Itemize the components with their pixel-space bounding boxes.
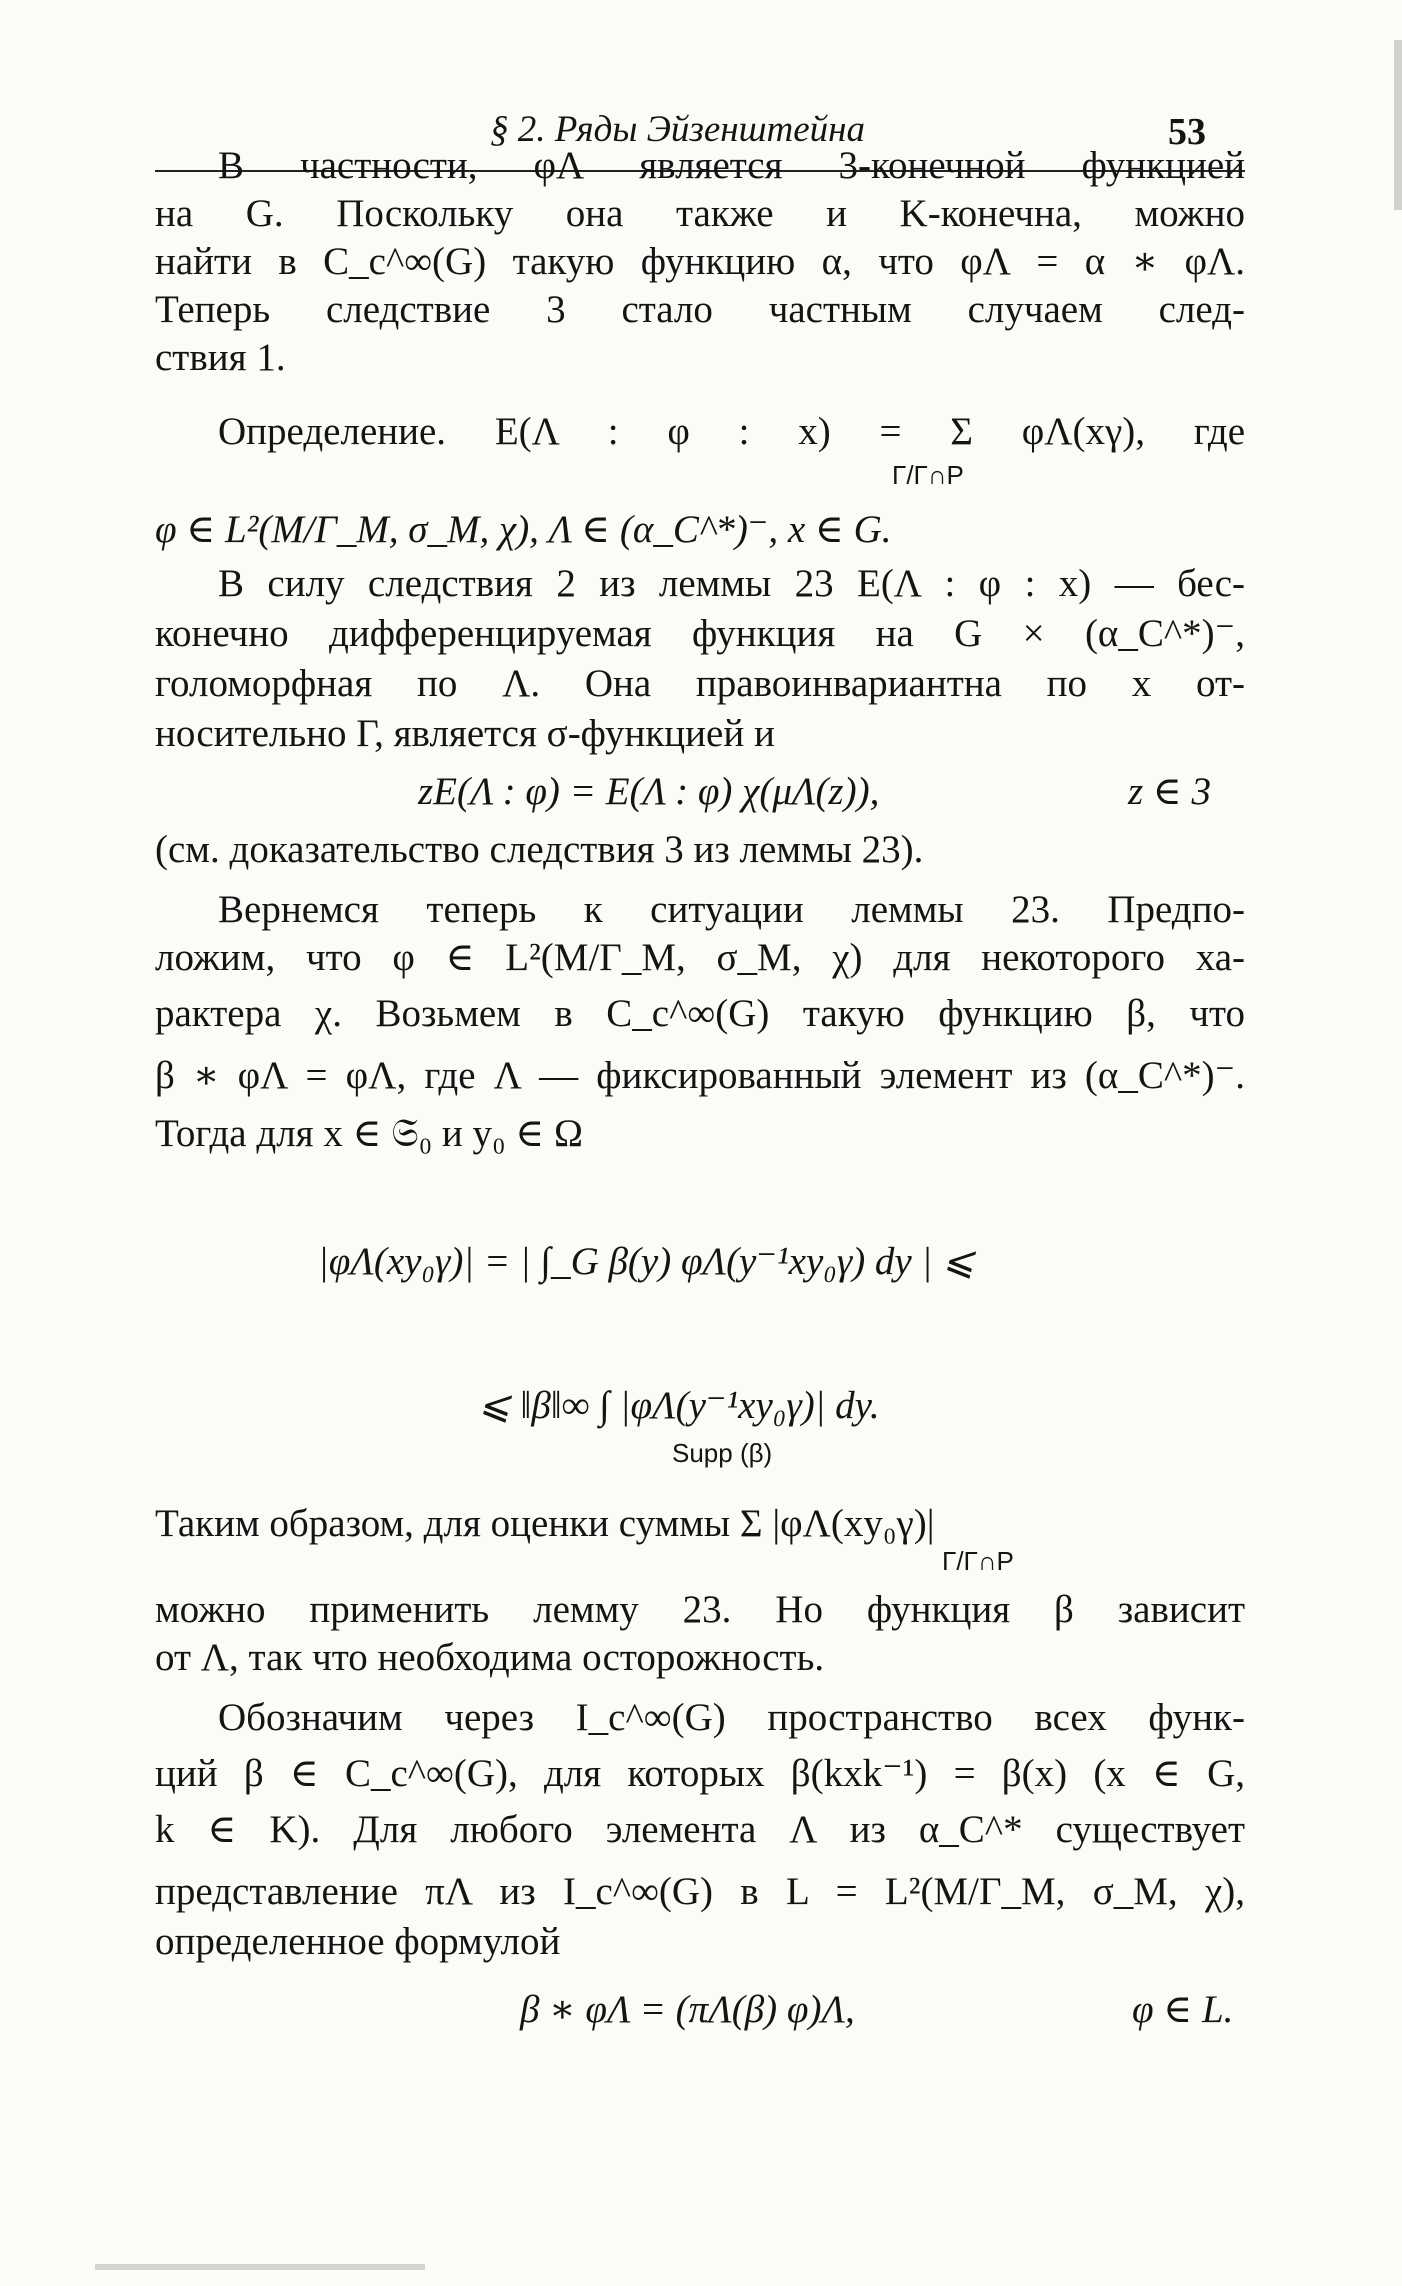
text-line: k ∈ K). Для любого элемента Λ из α_C^* существует — [155, 1808, 1245, 1851]
scan-edge-artifact — [1394, 40, 1402, 210]
text-line: В частности, φΛ является 3-конечной функцией — [218, 144, 1245, 187]
text-line: В силу следствия 2 из леммы 23 E(Λ : φ : x) — бес- — [218, 562, 1245, 605]
scan-edge-artifact — [95, 2264, 425, 2270]
definition-line: φ ∈ L²(M/Γ_M, σ_M, χ), Λ ∈ (α_C^*)⁻, x ∈ G. — [155, 508, 892, 551]
sum-subscript: Γ/Γ∩P — [942, 1546, 1014, 1576]
text-line: ствия 1. — [155, 336, 286, 379]
text-line: найти в C_c^∞(G) такую функцию α, что φΛ = α ∗ φΛ. — [155, 240, 1245, 283]
text-line: ложим, что φ ∈ L²(M/Γ_M, σ_M, χ) для некоторого ха- — [155, 936, 1245, 979]
text-line: ций β ∈ C_c^∞(G), для которых β(kxk⁻¹) = β(x) (x ∈ G, — [155, 1752, 1245, 1795]
text-line: (см. доказательство следствия 3 из леммы 23). — [155, 828, 924, 871]
equation: β ∗ φΛ = (πΛ(β) φ)Λ, — [520, 1988, 855, 2031]
text-line: Таким образом, для оценки суммы Σ |φΛ(xy₀γ)| — [155, 1502, 935, 1545]
page-number: 53 — [1168, 111, 1206, 153]
definition-line: Определение. E(Λ : φ : x) = Σ φΛ(xγ), где — [218, 410, 1245, 453]
equation-condition: φ ∈ L. — [1132, 1988, 1234, 2031]
text-line: Обозначим через I_c^∞(G) пространство всех функ- — [218, 1696, 1245, 1739]
equation-condition: z ∈ 3 — [1128, 770, 1212, 813]
equation: |φΛ(xy₀γ)| = | ∫_G β(y) φΛ(y⁻¹xy₀γ) dy | ⩽ — [318, 1240, 975, 1283]
equation: zE(Λ : φ) = E(Λ : φ) χ(μΛ(z)), — [418, 770, 880, 813]
text-line: представление πΛ из I_c^∞(G) в L = L²(M/Γ_M, σ_M, χ), — [155, 1870, 1245, 1913]
integral-subscript: Supp (β) — [672, 1438, 773, 1468]
text-line: от Λ, так что необходима осторожность. — [155, 1636, 825, 1679]
text-line: определенное формулой — [155, 1920, 561, 1963]
text-line: Тогда для x ∈ 𝔖₀ и y₀ ∈ Ω — [155, 1112, 584, 1155]
text-line: β ∗ φΛ = φΛ, где Λ — фиксированный элемент из (α_C^*)⁻. — [155, 1054, 1245, 1097]
text-line: конечно дифференцируемая функция на G × (α_C^*)⁻, — [155, 612, 1245, 655]
text-line: носительно Γ, является σ-функцией и — [155, 712, 775, 755]
sum-subscript: Γ/Γ∩P — [892, 460, 964, 490]
equation: ⩽ ‖β‖∞ ∫ |φΛ(y⁻¹xy₀γ)| dy. — [478, 1384, 880, 1427]
text-line: Вернемся теперь к ситуации леммы 23. Предпо- — [218, 888, 1245, 931]
running-header: § 2. Ряды Эйзенштейна — [490, 109, 866, 150]
text-line: рактера χ. Возьмем в C_c^∞(G) такую функцию β, что — [155, 992, 1245, 1035]
text-line: можно применить лемму 23. Но функция β зависит — [155, 1588, 1245, 1631]
text-line: Теперь следствие 3 стало частным случаем след- — [155, 288, 1245, 331]
text-line: на G. Поскольку она также и K-конечна, можно — [155, 192, 1245, 235]
text-line: голоморфная по Λ. Она правоинвариантна по x от- — [155, 662, 1245, 705]
